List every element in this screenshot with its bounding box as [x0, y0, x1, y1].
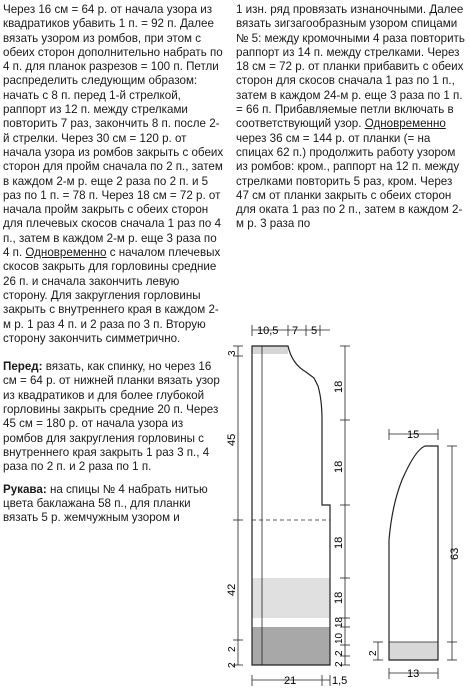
dim-right-18b: 18 — [333, 460, 345, 473]
sleeve-cuff-band — [389, 642, 438, 660]
dim-left-2a: 2 — [227, 646, 238, 652]
dim-right-2b: 2 — [334, 650, 345, 656]
body-left-dims — [233, 346, 243, 665]
back-text-2: с началом плечевых скосов закрыть для горловины средние 26 п. и сначала закончить левую сторону. Для закругления горловины закрыть с внутреннего края в каждом 2-м р. 1 раз 4 п. и 2 раза по 3 п. Вторую сторону закончить симметрично. — [3, 246, 221, 345]
body-bottom-dims — [252, 675, 330, 686]
sleeve-dim-15: 15 — [407, 429, 420, 441]
sleeve-outline — [389, 446, 438, 660]
front-text: вязать, как спинку, но через 16 см = 64 р. от нижней планки вязать узор из квадратиков и для более глубокой горловины закрыть средние 20 п. Через 45 см = 180 р. от начала узора из ромбов для закругления горловины с внутреннего края закрыть 1 раз 3 п., 4 раза по 2 п. и 2 раза по 1 п. — [3, 360, 220, 474]
sleeve-bottom-dim — [389, 668, 438, 679]
dim-7: 7 — [292, 325, 299, 337]
dim-right-10: 10 — [334, 632, 345, 644]
right-underlined-word: Одновременно — [364, 117, 446, 131]
right-text-1: 1 изн. ряд провязать изнаночными. Далее вязать зигзагообразным узором спицами № 5: между кромочными 4 раза повторить раппорт из 14 п. между стрелками. Через 18 см = 72 р. от планки прибавить с обеих сторон для скосов сначала 1 раз по 1 п., затем в каждом 24-м р. еще 3 раза по 1 п. = 66 п. Прибавляемые петли включать в соответствующий узор. — [236, 3, 465, 131]
dim-bottom-21: 21 — [284, 675, 297, 687]
dim-right-18c: 18 — [333, 536, 345, 549]
bottom-band-dark — [252, 627, 330, 665]
dim-right-18d: 18 — [333, 591, 345, 604]
sleeve-continued-paragraph — [236, 3, 466, 232]
sleeve-left-dim — [373, 642, 383, 660]
right-text-2: через 36 см = 144 р. от планки (= на спицах 62 п.) продолжить работу узором из ромбов: кром., раппорт на 12 п. между стрелками повторить 5 раз, кром. Через 47 см от планки закрыть с обеих сторон для оката 1 раз по 2 п., затем в каждом 2-м р. 3 раза по — [236, 131, 463, 231]
sleeve-text: на спицы № 4 набрать нитью цвета баклажана 58 п., для планки вязать 5 р. жемчужным узором и — [3, 482, 208, 525]
sleeve-label: Рукава: — [3, 482, 47, 496]
sleeve-dim-13: 13 — [407, 668, 420, 680]
back-paragraph — [3, 3, 225, 346]
body-top-dims — [252, 325, 330, 336]
dim-5: 5 — [311, 325, 318, 337]
sleeve-paragraph — [3, 483, 225, 526]
right-text-column — [236, 3, 466, 232]
body-piece — [252, 346, 330, 665]
dim-left-3: 3 — [227, 350, 238, 356]
shoulder-band — [252, 346, 288, 354]
sleeve-top-dim — [389, 429, 438, 440]
dim-right-18a: 18 — [333, 380, 345, 393]
dim-right-2c: 2 — [334, 661, 345, 667]
back-text-1: Через 16 см = 64 р. от начала узора из квадратиков убавить 1 п. = 92 п. Далее вязать узором из ромбов, при этом с обеих сторон дополнительно набрать по 4 п. для планок разрезов = 100 п. Петли распределить следующим образом: начать с 8 п. перед 1-й стрелкой, раппорт из 12 п. между стрелками повторить 7 раз, закончить 8 п. после 2-й стрелки. Через 30 см = 120 р. от начала узора из ромбов закрыть с обеих сторон для пройм сначала по 2 п., затем в каждом 2-м р. еще 2 раза по 2 п. и 5 раз по 1 п. = 78 п. Через 18 см = 72 р. от начала пройм закрыть с обеих сторон для плечевых скосов сначала 1 раз по 4 п., затем в каждом 2-м р. еще 3 раза по 4 п. — [3, 3, 224, 260]
dim-left-42: 42 — [226, 583, 238, 596]
dim-bottom-1-5: 1,5 — [332, 675, 348, 687]
dim-left-2b: 2 — [227, 662, 238, 668]
dim-10-5: 10,5 — [257, 325, 279, 337]
body-right-dims — [340, 346, 350, 665]
sleeve-right-dim — [447, 446, 457, 660]
body-outline — [252, 346, 330, 665]
sleeve-piece — [389, 446, 438, 660]
dim-left-45: 45 — [226, 433, 238, 446]
dim-right-18e: 18 — [334, 616, 345, 628]
sleeve-dim-left-2: 2 — [368, 650, 379, 656]
front-label: Перед: — [3, 360, 43, 374]
back-underlined-word: Одновременно — [25, 246, 107, 260]
left-text-column — [3, 3, 225, 525]
front-paragraph — [3, 360, 225, 474]
sleeve-dim-63: 63 — [449, 547, 461, 560]
bottom-band-light — [252, 578, 330, 618]
